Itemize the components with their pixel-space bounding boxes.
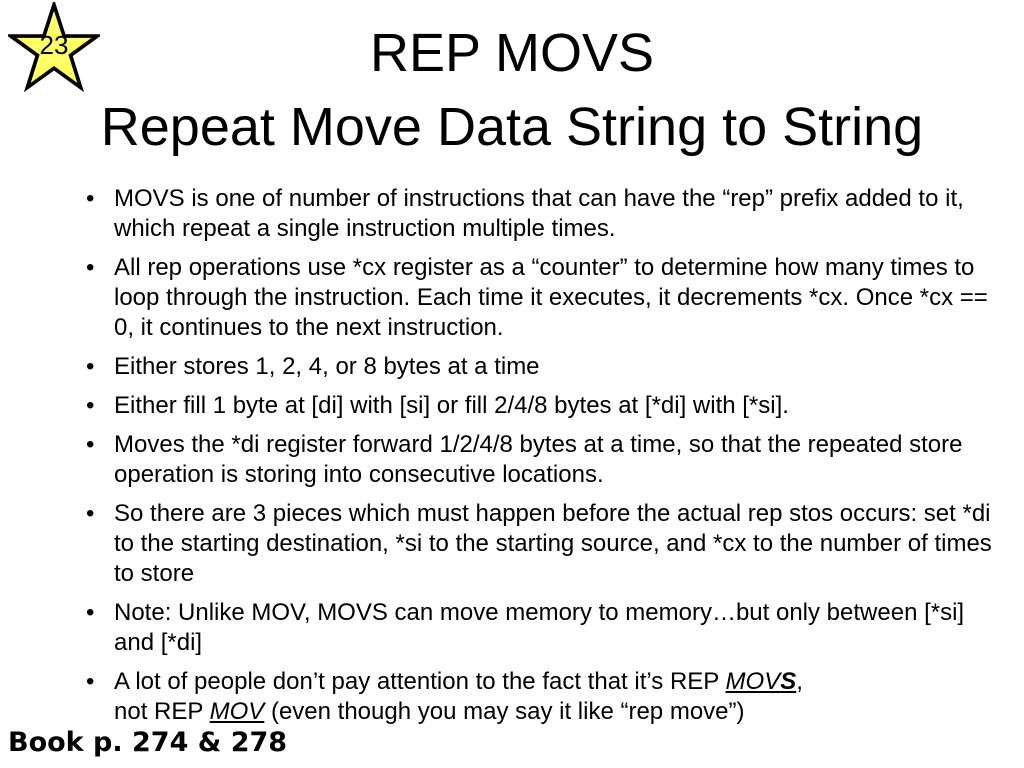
mov-emphasis: MOV [209, 698, 265, 725]
bullet-marker: • [86, 668, 95, 695]
bullet-text-part: A lot of people don’t pay attention to the fact that it’s REP [114, 668, 726, 695]
slide-title: REP MOVS [369, 23, 655, 83]
bullet-text-part: (even though you may say it like “rep move”) [264, 698, 745, 725]
bullet-item [80, 430, 1010, 490]
bullet-text: So there are 3 pieces which must happen before the actual rep stos occurs: set *di to the starting destination, *si to the starting source, and *cx to the number of times to store [114, 500, 992, 587]
bullet-item [80, 598, 1010, 658]
bullet-text: Moves the *di register forward 1/2/4/8 bytes at a time, so that the repeated store operation is storing into consecutive locations. [114, 431, 963, 488]
bullet-text: All rep operations use *cx register as a “counter” to determine how many times to loop through the instruction. Each time it executes, it decrements *cx. Once *cx == 0, it continues to the next instruction. [114, 254, 988, 341]
bullet-marker: • [86, 500, 95, 527]
movs-text: MOV [725, 668, 781, 695]
bullet-marker: • [86, 599, 95, 626]
movs-emphasis [726, 668, 797, 695]
bullet-marker: • [86, 353, 95, 380]
book-reference: Book p. 274 & 278 [8, 727, 288, 758]
bullet-marker: • [86, 431, 95, 458]
bullet-marker: • [86, 254, 95, 281]
slide-subtitle: Repeat Move Data String to String [100, 97, 924, 157]
bullet-item [80, 253, 1010, 343]
bullet-item [80, 667, 1010, 727]
bullet-text: Either stores 1, 2, 4, or 8 bytes at a time [114, 353, 540, 380]
bullet-text-part: , [796, 668, 803, 695]
bullet-text: Note: Unlike MOV, MOVS can move memory to memory…but only between [*si] and [*di] [114, 599, 965, 656]
bullet-text: MOVS is one of number of instructions that can have the “rep” prefix added to it, which repeat a single instruction multiple times. [114, 185, 964, 242]
bullet-item [80, 391, 1010, 421]
bullet-item [80, 184, 1010, 244]
slide-number: 23 [39, 30, 69, 60]
bullet-item [80, 499, 1010, 589]
bullet-list [80, 184, 1010, 736]
bullet-text: Either fill 1 byte at [di] with [si] or fill 2/4/8 bytes at [*di] with [*si]. [114, 392, 789, 419]
bullet-marker: • [86, 392, 95, 419]
bullet-marker: • [86, 185, 95, 212]
bullet-item [80, 352, 1010, 382]
bullet-text-part: not REP [114, 698, 210, 725]
movs-s-bold: S [780, 668, 797, 695]
